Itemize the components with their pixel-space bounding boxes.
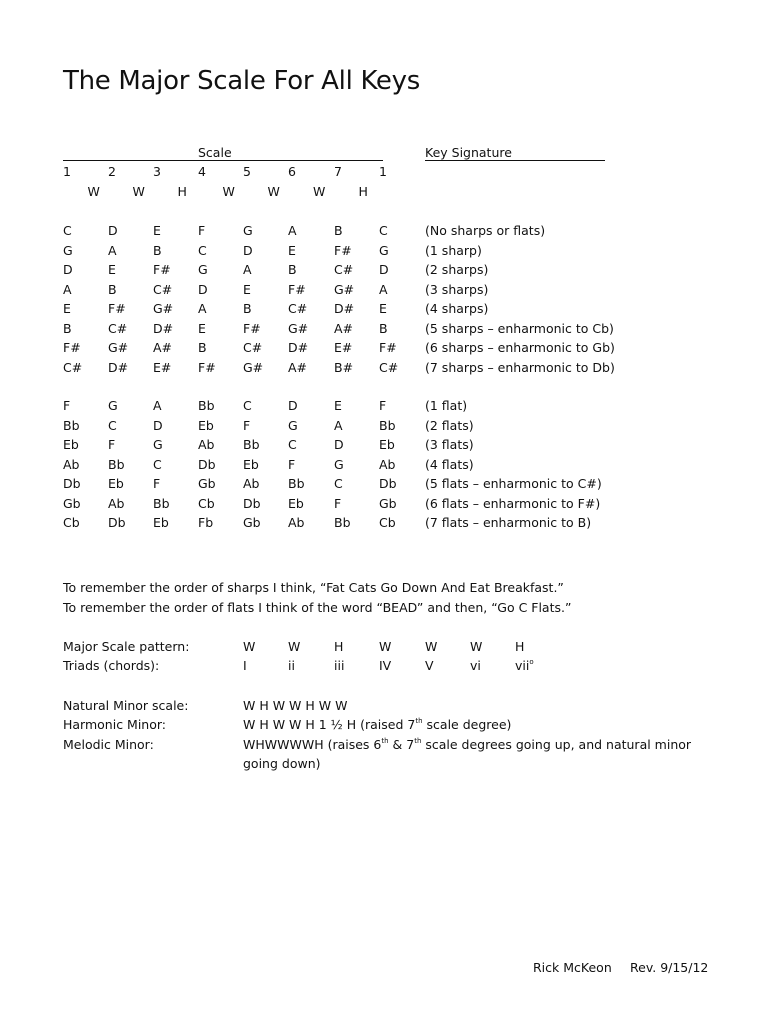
scale-note: Gb	[243, 515, 261, 530]
degree-number: 6	[288, 164, 296, 179]
scale-note: C	[334, 476, 343, 491]
scale-note: Ab	[379, 456, 396, 472]
scale-note: E	[379, 301, 387, 316]
key-signature-header-rule	[425, 160, 605, 161]
scale-note: A	[288, 223, 297, 238]
scale-note: F#	[379, 340, 397, 355]
scale-note: C#	[243, 340, 263, 355]
scale-note: G	[288, 417, 298, 433]
triad-numeral	[425, 658, 434, 673]
scale-note: Eb	[63, 437, 79, 452]
scale-note: D	[379, 262, 389, 277]
scale-note: F#	[108, 301, 126, 316]
scale-note: E	[108, 262, 116, 277]
pattern-step: H	[515, 639, 525, 654]
triad-numeral	[379, 658, 391, 673]
scale-note: Cb	[63, 515, 80, 530]
scale-note: Bb	[243, 437, 260, 452]
triad-numeral-text: vii	[515, 658, 530, 673]
scale-note: Bb	[153, 495, 170, 511]
scale-note: A	[379, 281, 388, 297]
scale-note: A	[153, 398, 162, 413]
scale-note: G	[198, 262, 208, 277]
key-signature: (2 flats)	[425, 417, 474, 433]
scale-header: Scale	[198, 145, 232, 160]
scale-note: F	[198, 223, 206, 238]
key-signature: (1 sharp)	[425, 242, 482, 258]
melodic-minor-text-b: & 7	[388, 737, 415, 752]
key-signature-header: Key Signature	[425, 145, 512, 160]
scale-note: C	[63, 223, 72, 238]
scale-note: C	[379, 223, 388, 238]
footer-revision: Rev. 9/15/12	[630, 960, 709, 975]
degree-number: 2	[108, 164, 116, 179]
scale-note: G	[108, 398, 118, 413]
scale-note: A#	[288, 359, 308, 375]
scale-note: F#	[334, 242, 352, 258]
scale-note: A	[63, 281, 72, 297]
scale-note: Ab	[63, 456, 80, 472]
scale-note: Eb	[108, 476, 124, 491]
scale-note: F#	[198, 359, 216, 375]
step-interval: W	[132, 184, 145, 199]
step-interval: W	[313, 184, 326, 199]
scale-note: C	[243, 398, 252, 413]
key-signature: (2 sharps)	[425, 262, 489, 277]
key-signature: (4 sharps)	[425, 301, 489, 316]
harmonic-minor-value	[243, 717, 511, 732]
scale-note: F	[63, 398, 71, 413]
scale-note: A	[243, 262, 252, 277]
scale-note: G	[63, 242, 73, 258]
degree-number: 1	[63, 164, 71, 179]
scale-note: F	[243, 417, 251, 433]
scale-note: E	[288, 242, 296, 258]
scale-note: A	[334, 417, 343, 433]
scale-note: E#	[334, 340, 353, 355]
scale-note: F#	[153, 262, 171, 277]
scale-note: C#	[334, 262, 354, 277]
scale-note: Db	[379, 476, 397, 491]
step-interval: H	[177, 184, 187, 199]
scale-note: B#	[334, 359, 354, 375]
scale-note: E	[153, 223, 161, 238]
scale-note: E	[243, 281, 251, 297]
flats-mnemonic: To remember the order of flats I think of the word “BEAD” and then, “Go C Flats.”	[63, 600, 572, 615]
key-signature: (4 flats)	[425, 456, 474, 472]
scale-note: D#	[288, 340, 309, 355]
scale-note: Ab	[288, 515, 305, 530]
scale-note: F#	[243, 320, 261, 336]
scale-note: D	[63, 262, 73, 277]
scale-note: F	[334, 495, 342, 511]
scale-note: G	[153, 437, 163, 452]
scale-note: Db	[108, 515, 126, 530]
scale-note: G	[243, 223, 253, 238]
scale-note: Eb	[379, 437, 395, 452]
scale-note: E	[198, 320, 206, 336]
scale-note: Eb	[288, 495, 304, 511]
key-signature: (7 sharps – enharmonic to Db)	[425, 359, 615, 375]
scale-note: A#	[334, 320, 354, 336]
pattern-step: W	[425, 639, 438, 654]
scale-note: C#	[108, 320, 128, 336]
scale-note: Gb	[379, 495, 397, 511]
harmonic-minor-text-a: W H W W H 1 ½ H (raised 7	[243, 717, 416, 732]
degree-number: 1	[379, 164, 387, 179]
natural-minor-value: W H W W H W W	[243, 698, 348, 713]
key-signature: (5 flats – enharmonic to C#)	[425, 476, 602, 491]
scale-note: E	[63, 301, 71, 316]
key-signature: (3 sharps)	[425, 281, 489, 297]
melodic-minor-sup-1: th	[381, 737, 389, 745]
triads-label: Triads (chords):	[63, 658, 160, 673]
triad-numeral	[243, 658, 247, 673]
scale-note: G#	[334, 281, 355, 297]
scale-note: G#	[153, 301, 174, 316]
scale-note: C#	[63, 359, 83, 375]
pattern-step: W	[243, 639, 256, 654]
triad-numeral	[288, 658, 295, 673]
scale-note: C#	[379, 359, 399, 375]
melodic-minor-text-c: scale degrees going up, and natural minor	[421, 737, 692, 752]
scale-note: Db	[198, 456, 216, 472]
scale-note: C#	[288, 301, 308, 316]
pattern-step: W	[470, 639, 483, 654]
scale-note: B	[198, 340, 207, 355]
scale-note: E	[334, 398, 342, 413]
scale-note: F	[153, 476, 161, 491]
scale-note: A	[108, 242, 117, 258]
melodic-minor-text-a: WHWWWWH (raises 6	[243, 737, 382, 752]
scale-note: G#	[108, 340, 129, 355]
scale-note: Bb	[108, 456, 125, 472]
scale-note: Fb	[198, 515, 214, 530]
scale-note: A#	[153, 340, 173, 355]
scale-note: D	[243, 242, 253, 258]
key-signature: (6 sharps – enharmonic to Gb)	[425, 340, 615, 355]
scale-note: C	[198, 242, 207, 258]
step-interval: W	[87, 184, 100, 199]
scale-note: B	[243, 301, 252, 316]
scale-note: Gb	[198, 476, 216, 491]
scale-note: B	[63, 320, 72, 336]
pattern-label: Major Scale pattern:	[63, 639, 190, 654]
scale-note: Bb	[288, 476, 305, 491]
sharps-mnemonic: To remember the order of sharps I think, “Fat Cats Go Down And Eat Breakfast.”	[63, 580, 564, 595]
triad-numeral-text: ii	[288, 658, 295, 673]
scale-note: Eb	[198, 417, 214, 433]
scale-note: Bb	[198, 398, 215, 413]
scale-note: C	[108, 417, 117, 433]
scale-note: G	[334, 456, 344, 472]
key-signature: (No sharps or flats)	[425, 223, 546, 238]
scale-note: D	[153, 417, 163, 433]
scale-note: Eb	[243, 456, 259, 472]
scale-note: D#	[334, 301, 355, 316]
scale-note: Bb	[334, 515, 351, 530]
scale-note: D	[108, 223, 118, 238]
triad-numeral	[470, 658, 481, 673]
triad-numeral-text: V	[425, 658, 434, 673]
scale-note: D	[198, 281, 208, 297]
triad-numeral-text: vi	[470, 658, 481, 673]
scale-note: D	[288, 398, 298, 413]
melodic-minor-label: Melodic Minor:	[63, 737, 154, 752]
scale-note: F#	[288, 281, 306, 297]
scale-note: Db	[63, 476, 81, 491]
scale-note: C#	[153, 281, 173, 297]
key-signature: (7 flats – enharmonic to B)	[425, 515, 592, 530]
triad-numeral	[334, 658, 344, 673]
scale-note: F	[379, 398, 387, 413]
page-title: The Major Scale For All Keys	[63, 66, 420, 96]
scale-note: G	[379, 242, 389, 258]
scale-note: Ab	[108, 495, 125, 511]
scale-note: B	[379, 320, 388, 336]
key-signature: (5 sharps – enharmonic to Cb)	[425, 320, 614, 336]
degree-number: 3	[153, 164, 161, 179]
scale-note: Bb	[63, 417, 80, 433]
scale-note: F	[108, 437, 116, 452]
step-interval: W	[222, 184, 235, 199]
scale-note: C	[288, 437, 297, 452]
pattern-step: W	[288, 639, 301, 654]
key-signature: (3 flats)	[425, 437, 474, 452]
degree-number: 4	[198, 164, 206, 179]
scale-note: G#	[243, 359, 264, 375]
triad-numeral-text: IV	[379, 658, 392, 673]
scale-note: A	[198, 301, 207, 316]
scale-note: Ab	[198, 437, 215, 452]
scale-note: C	[153, 456, 162, 472]
step-interval: H	[358, 184, 368, 199]
scale-note: Bb	[379, 417, 396, 433]
degree-number: 5	[243, 164, 251, 179]
scale-note: E#	[153, 359, 172, 375]
harmonic-minor-text-b: scale degree)	[422, 717, 512, 732]
pattern-step: H	[334, 639, 344, 654]
scale-note: Db	[243, 495, 261, 511]
scale-note: Ab	[243, 476, 260, 491]
scale-note: D#	[153, 320, 174, 336]
scale-note: B	[334, 223, 343, 238]
scale-note: F#	[63, 340, 81, 355]
pattern-step: W	[379, 639, 392, 654]
melodic-minor-sup-2: th	[414, 737, 422, 745]
triad-numeral-text: I	[243, 658, 247, 673]
harmonic-minor-label: Harmonic Minor:	[63, 717, 167, 732]
scale-note: B	[108, 281, 117, 297]
scale-note: F	[288, 456, 296, 472]
natural-minor-label: Natural Minor scale:	[63, 698, 189, 713]
scale-note: Cb	[379, 515, 396, 530]
scale-header-rule	[63, 160, 383, 161]
scale-note: D	[334, 437, 344, 452]
degree-number: 7	[334, 164, 342, 179]
melodic-minor-value	[243, 737, 691, 752]
scale-note: B	[288, 262, 297, 277]
key-signature: (1 flat)	[425, 398, 468, 413]
scale-note: Eb	[153, 515, 169, 530]
scale-note: G#	[288, 320, 309, 336]
melodic-minor-value-line2: going down)	[243, 756, 321, 771]
triad-numeral-text: iii	[334, 658, 345, 673]
scale-note: D#	[108, 359, 129, 375]
triad-numeral	[515, 658, 534, 673]
scale-note: Cb	[198, 495, 215, 511]
scale-note: Gb	[63, 495, 81, 511]
harmonic-minor-sup: th	[415, 717, 423, 725]
scale-note: B	[153, 242, 162, 258]
step-interval: W	[267, 184, 280, 199]
diminished-symbol: o	[529, 658, 534, 666]
footer-author: Rick McKeon	[533, 960, 612, 975]
key-signature: (6 flats – enharmonic to F#)	[425, 495, 601, 511]
